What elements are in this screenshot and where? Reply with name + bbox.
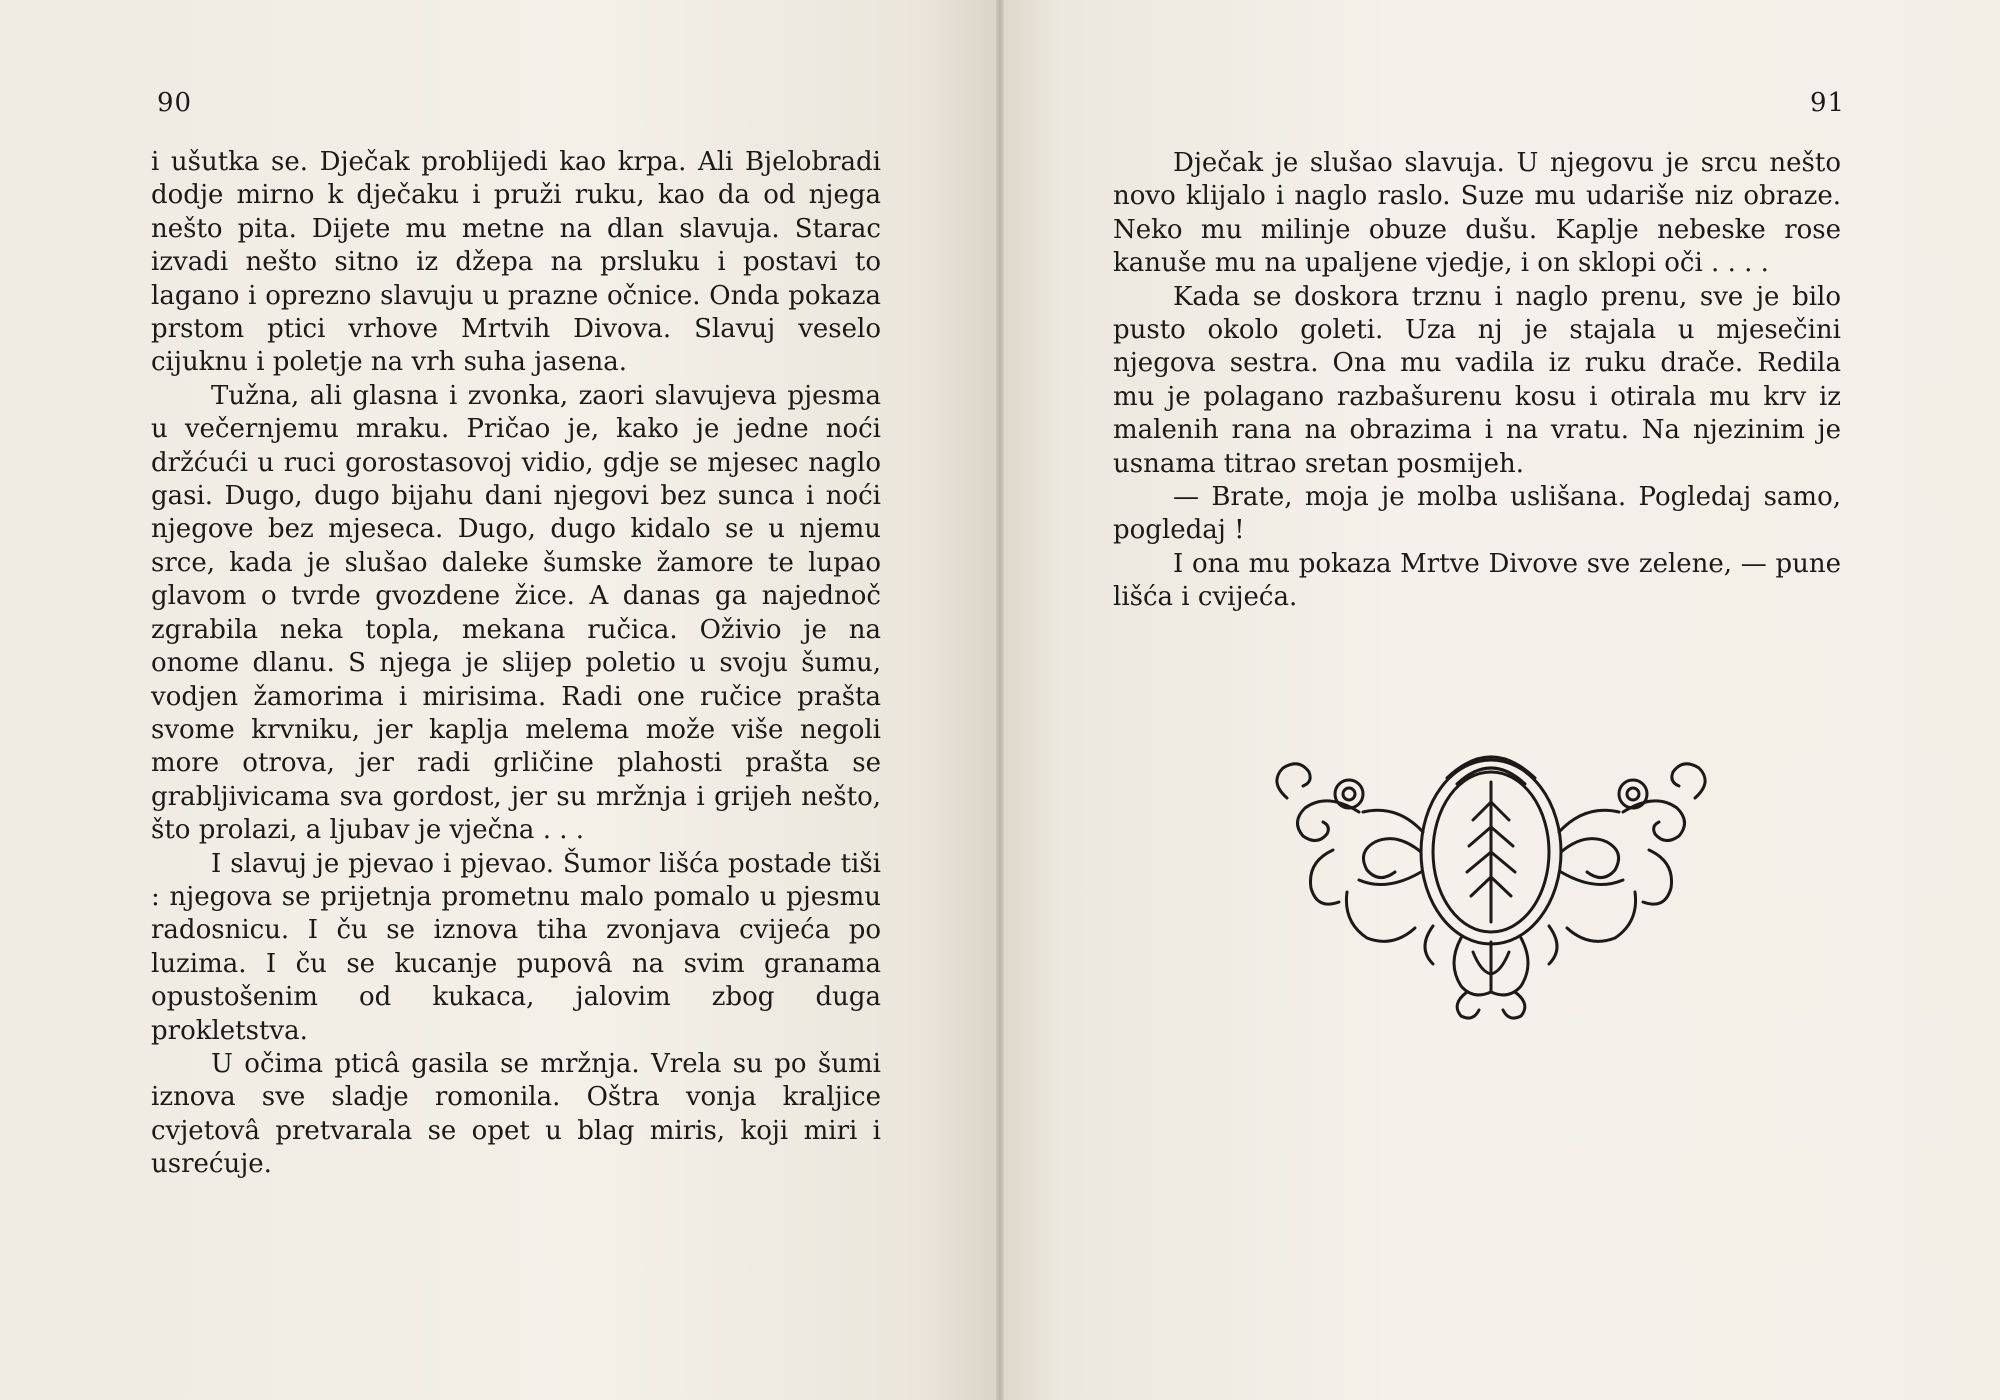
page-number-left: 90	[157, 88, 193, 118]
right-page	[1000, 0, 2000, 1400]
paragraph: i ušutka se. Dječak problijedi kao krpa. Ali Bjelobradi dodje mirno k dječaku i pruži ruku, kao da od njega nešto pita. Dijete mu metne na dlan slavuja. Starac izvadi nešto sitno iz džepa na prsluku i postavi to lagano i oprezno slavuju u prazne očnice. Onda pokaza prstom ptici vrhove Mrtvih Divova. Slavuj veselo cijuknu i poletje na vrh suha jasena.	[151, 147, 881, 378]
paragraph: Dječak je slušao slavuja. U njegovu je srcu nešto novo klijalo i naglo raslo. Suze mu udariše niz obraze. Neko mu milinje obuze dušu. Kaplje nebeske rose kanuše mu na upaljene vjedje, i on sklopi oči . . . .	[1113, 148, 1841, 279]
right-page-text	[1113, 147, 1841, 615]
page-number-right: 91	[1810, 88, 1846, 118]
floral-ornament-icon	[1247, 742, 1735, 1022]
book-gutter	[996, 0, 1004, 1400]
paragraph: Tužna, ali glasna i zvonka, zaori slavujeva pjesma u večernjemu mraku. Pričao je, kako je jedne noći držćući u ruci gorostasovoj vidio, gdje se mjesec naglo gasi. Dugo, dugo bijahu dani njegovi bez sunca i noći njegove bez mjeseca. Dugo, dugo kidalo se u njemu srce, kada je slušao daleke šumske žamore te lupao glavom o tvrde gvozdene žice. A danas ga najednoč zgrabila neka topla, mekana ručica. Oživio je na onome dlanu. S njega je slijep poletio u svoju šumu, vodjen žamorima i mirisima. Radi one ručice prašta svome krvniku, jer kaplja melema može više negoli more otrova, jer radi grličine plahosti prašta se grabljivicama sva gordost, jer su mržnja i grijeh nešto, što prolazi, a ljubav je vječna . . .	[151, 380, 881, 846]
paragraph: I slavuj je pjevao i pjevao. Šumor lišća postade tiši : njegova se prijetnja prometnu malo pomalo u pjesmu radosnicu. I ču se iznova tiha zvonjava cvijeća po luzima. I ču se kucanje pupovâ na svim granama opustošenim od kukaca, jalovim zbog duga prokletstva.	[151, 848, 881, 1046]
left-page-text	[151, 146, 881, 1182]
paragraph: — Brate, moja je molba uslišana. Pogledaj samo, pogledaj !	[1113, 482, 1841, 546]
paragraph: U očima pticâ gasila se mržnja. Vrela su po šumi iznova sve sladje romonila. Oštra vonja kraljice cvjetovâ pretvarala se opet u blag miris, koji miri i usrećuje.	[151, 1048, 881, 1180]
paragraph: I ona mu pokaza Mrtve Divove sve zelene, — pune lišća i cvijeća.	[1113, 548, 1841, 613]
paragraph: Kada se doskora trznu i naglo prenu, sve je bilo pusto okolo goleti. Uza nj je stajala u mjesečini njegova sestra. Ona mu vadila iz ruku drače. Redila mu je polagano razbašurenu kosu i otirala mu krv iz malenih rana na obrazima i na vratu. Na njezinim je usnama titrao sretan posmijeh.	[1113, 281, 1841, 479]
